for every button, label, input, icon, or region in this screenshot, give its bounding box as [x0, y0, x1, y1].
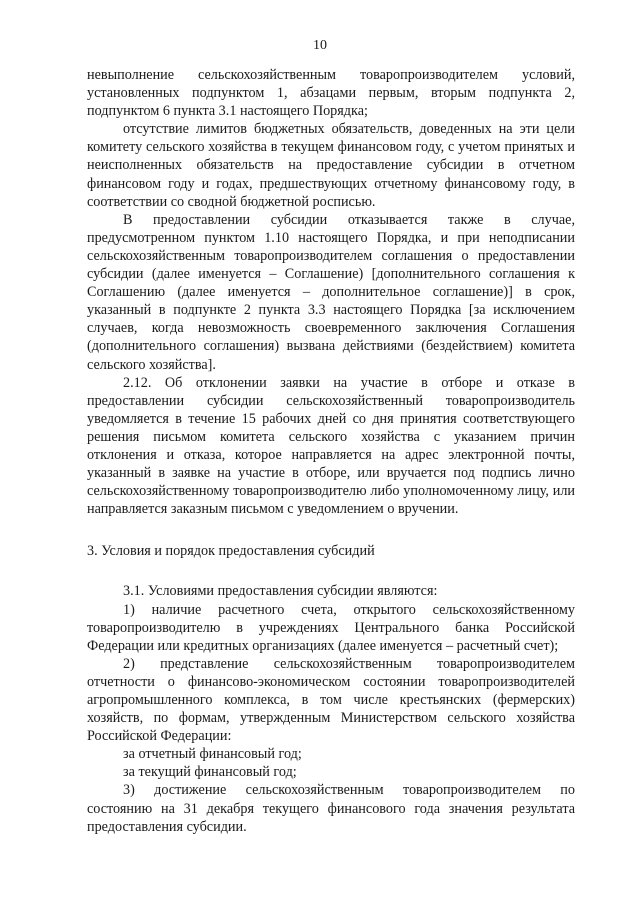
section-heading: 3. Условия и порядок предоставления субсидий [87, 543, 375, 560]
paragraph: 3) достижение сельскохозяйственным товаропроизводителем по состоянию на 31 декабря текущего финансового года значения результата предоставления субсидии. [87, 782, 575, 835]
page-number: 10 [313, 38, 327, 53]
paragraph: В предоставлении субсидии отказывается также в случае, предусмотренном пунктом 1.10 настоящего Порядка, и при неподписании сельскохозяйственным товаропроизводителем соглашения о предоставлении субсидии (далее именуется – Соглашение) [дополнительного соглашения к Соглашению (далее именуется – дополнительное соглашение)] в срок, указанный в подпункте 2 пункта 3.3 настоящего Порядка [за исключением случаев, когда невозможность своевременного заключения Соглашения (дополнительного соглашения) вызвана действиями (бездействием) комитета сельского хозяйства]. [87, 211, 575, 373]
paragraph: 2.12. Об отклонении заявки на участие в отборе и отказе в предоставлении субсидии сельскохозяйственный товаропроизводитель уведомляется в течение 15 рабочих дней со дня принятия соответствующего решения письмом комитета сельского хозяйства с указанием причин отклонения и отказа, которое направляется на адрес электронной почты, указанный в заявке на участие в отборе, или вручается под подпись лично сельскохозяйственному товаропроизводителю либо уполномоченному лицу, или направляется заказным письмом с уведомлением о вручении. [87, 374, 575, 518]
document-body [87, 66, 575, 836]
paragraph: 3.1. Условиями предоставления субсидии являются: [123, 583, 438, 600]
paragraph: 2) представление сельскохозяйственным товаропроизводителем отчетности о финансово-экономическом состоянии товаропроизводителей агропромышленного комплекса, в том числе крестьянских (фермерских) хозяйств, по формам, утвержденным Министерством сельского хозяйства Российской Федерации: [87, 655, 575, 745]
paragraph: 1) наличие расчетного счета, открытого сельскохозяйственному товаропроизводителю в учреждениях Центрального банка Российской Федерации или кредитных организациях (далее именуется – расчетный счет); [87, 601, 575, 654]
paragraph: за отчетный финансовый год; [123, 746, 302, 763]
paragraph: невыполнение сельскохозяйственным товаропроизводителем условий, установленных подпунктом 1, абзацами первым, вторым подпункта 2, подпунктом 6 пункта 3.1 настоящего Порядка; [87, 67, 575, 120]
paragraph: отсутствие лимитов бюджетных обязательств, доведенных на эти цели комитету сельского хозяйства в текущем финансовом году, с учетом принятых и неисполненных обязательств на предоставление субсидии в отчетном финансовом году и годах, предшествующих отчетному финансовому году, в соответствии со сводной бюджетной росписью. [87, 121, 575, 210]
paragraph: за текущий финансовый год; [123, 764, 297, 781]
